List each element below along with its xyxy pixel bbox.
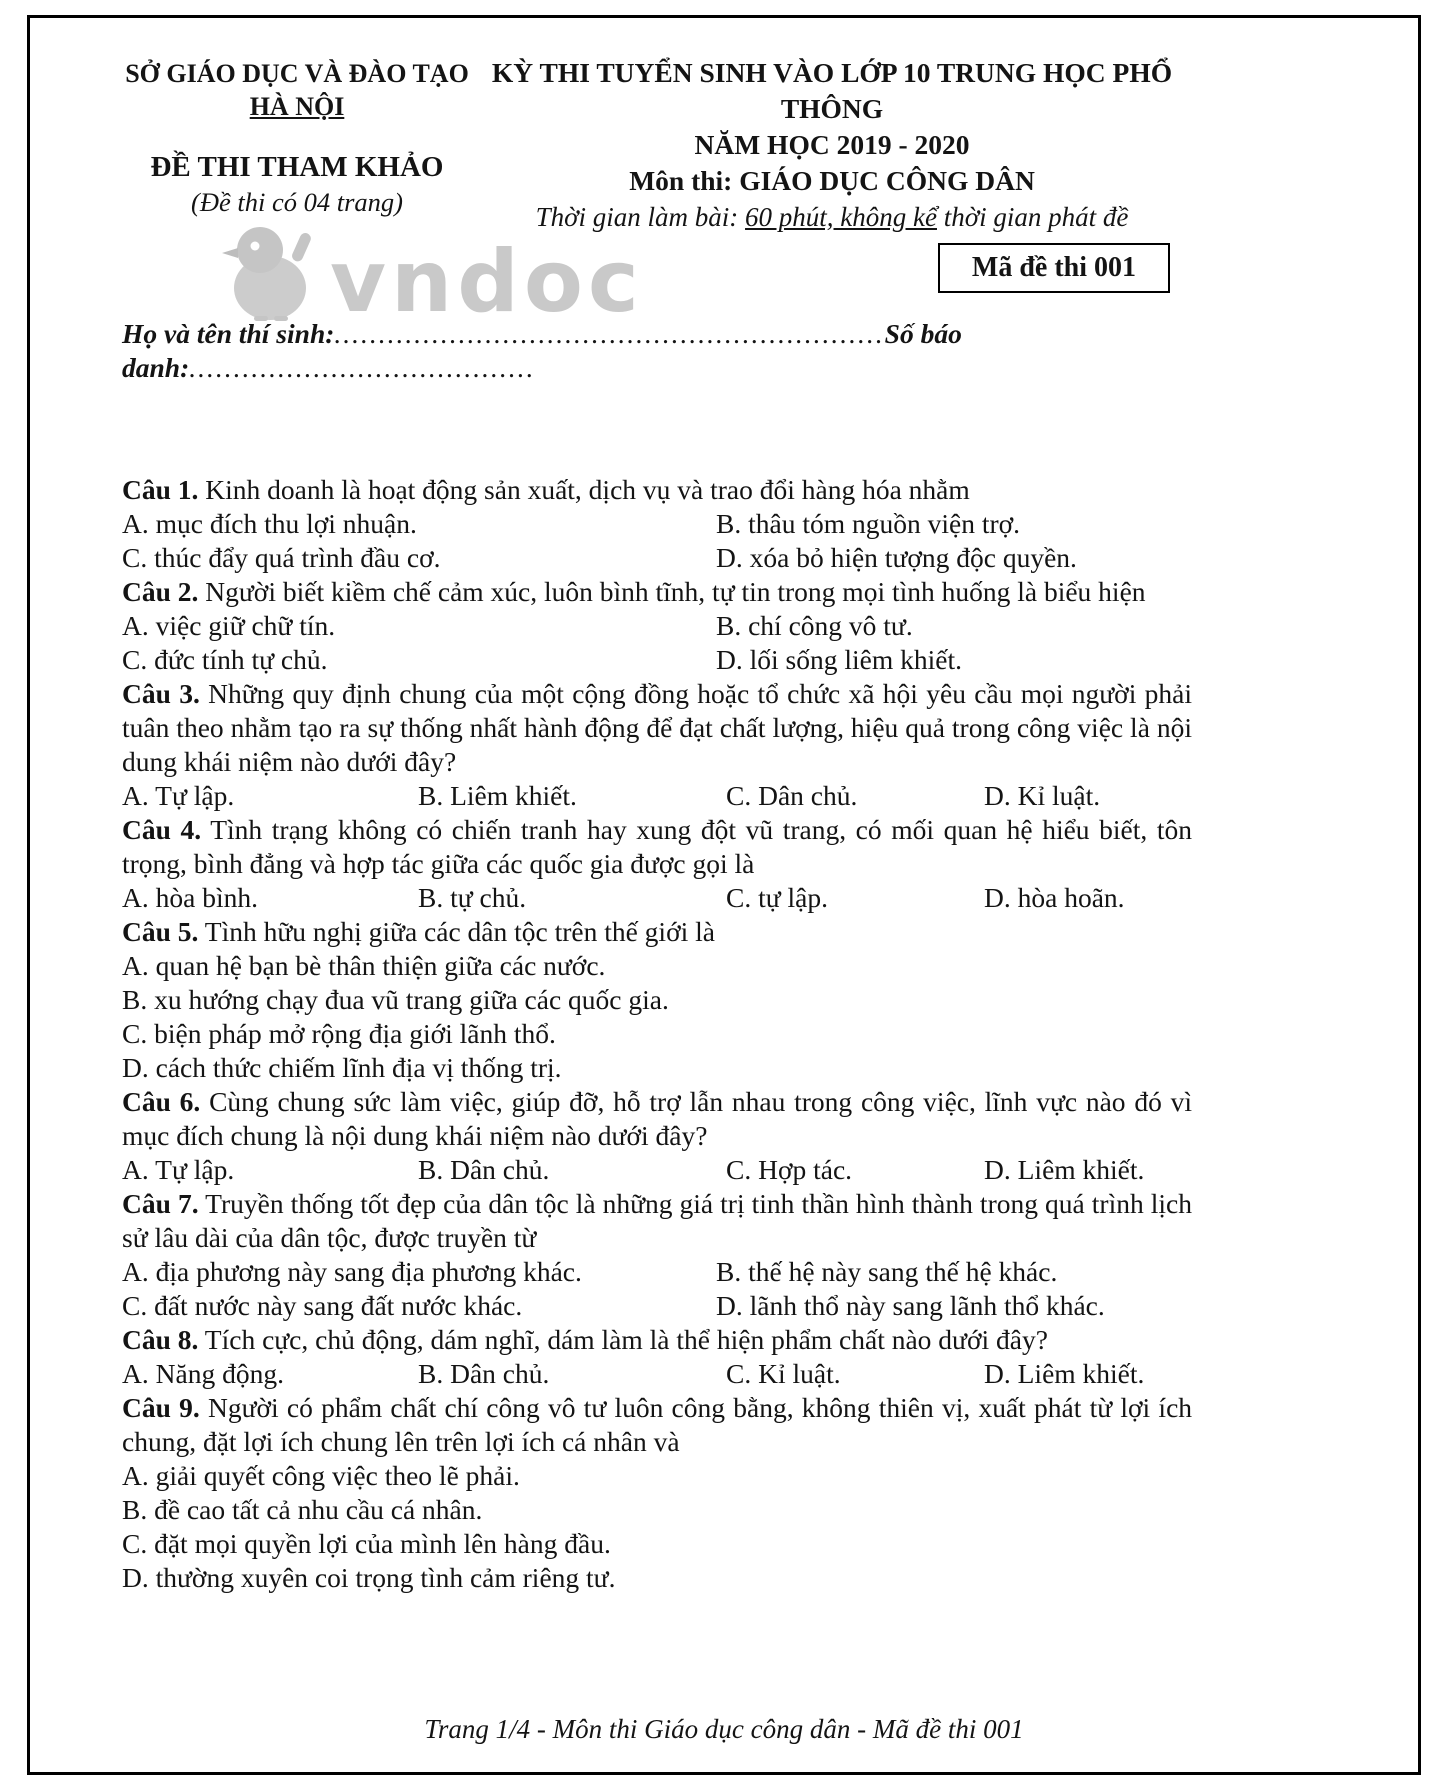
option-text: lối sống liêm khiết. <box>749 644 962 675</box>
duration-prefix: Thời gian làm bài: <box>535 202 746 232</box>
option-letter: C. <box>122 1290 148 1321</box>
option-a <box>122 949 1192 983</box>
option-text: đề cao tất cả nhu cầu cá nhân. <box>154 1494 483 1525</box>
question-block <box>122 575 1192 677</box>
option-text: hòa bình. <box>155 882 258 913</box>
option-d <box>716 541 1192 575</box>
option-letter: A. <box>122 780 149 811</box>
option-letter: C. <box>122 1018 148 1049</box>
option-letter: B. <box>716 508 742 539</box>
question-number: Câu 9. <box>122 1392 200 1423</box>
option-text: thâu tóm nguồn viện trợ. <box>748 508 1021 539</box>
option-b <box>122 1493 1192 1527</box>
question-stem <box>122 677 1192 779</box>
department-name: SỞ GIÁO DỤC VÀ ĐÀO TẠO <box>125 59 469 88</box>
option-text: hòa hoãn. <box>1017 882 1125 913</box>
option-letter: A. <box>122 1256 149 1287</box>
option-b <box>122 983 1192 1017</box>
question-text: Người có phẩm chất chí công vô tư luôn công bằng, không thiên vị, xuất phát từ lợi ích chung, đặt lợi ích chung lên trên lợi ích cá nhân và <box>122 1392 1193 1457</box>
exam-year: NĂM HỌC 2019 - 2020 <box>694 129 970 160</box>
option-letter: C. <box>726 1358 752 1389</box>
option-d <box>984 1357 1192 1391</box>
options-group <box>122 881 1192 915</box>
option-text: biện pháp mở rộng địa giới lãnh thổ. <box>154 1018 556 1049</box>
option-letter: B. <box>418 780 444 811</box>
question-block <box>122 1323 1192 1391</box>
candidate-number-dots: ....................................... <box>189 352 536 383</box>
option-text: đặt mọi quyền lợi của mình lên hàng đầu. <box>154 1528 611 1559</box>
option-letter: D. <box>984 1358 1011 1389</box>
question-stem <box>122 473 1192 507</box>
option-d <box>716 643 1192 677</box>
option-a <box>122 507 716 541</box>
question-number: Câu 4. <box>122 814 202 845</box>
option-c <box>726 1357 984 1391</box>
option-a <box>122 1357 418 1391</box>
option-text: Dân chủ. <box>450 1358 550 1389</box>
question-stem <box>122 813 1192 881</box>
options-group <box>122 507 1192 575</box>
option-letter: A. <box>122 1460 149 1491</box>
option-text: Tự lập. <box>155 780 235 811</box>
option-text: mục đích thu lợi nhuận. <box>155 508 417 539</box>
option-a <box>122 779 418 813</box>
page-footer: Trang 1/4 - Môn thi Giáo dục công dân - Mã đề thi 001 <box>424 1714 1024 1744</box>
option-c <box>122 541 716 575</box>
option-d <box>122 1561 1192 1595</box>
question-stem <box>122 575 1192 609</box>
option-c <box>726 881 984 915</box>
question-block <box>122 813 1192 915</box>
option-text: Dân chủ. <box>758 780 858 811</box>
question-block <box>122 473 1192 575</box>
duration-suffix: thời gian phát đề <box>936 202 1129 232</box>
option-c <box>122 1017 1192 1051</box>
option-letter: A. <box>122 882 149 913</box>
option-letter: A. <box>122 508 149 539</box>
question-block <box>122 1187 1192 1323</box>
question-text: Những quy định chung của một cộng đồng hoặc tổ chức xã hội yêu cầu mọi người phải tuân theo nhằm tạo ra sự thống nhất hành động để đạt chất lượng, hiệu quả trong công việc là nội dung khái niệm nào dưới đây? <box>122 678 1193 777</box>
option-letter: A. <box>122 1154 149 1185</box>
question-stem <box>122 1391 1192 1459</box>
options-group <box>122 1357 1192 1391</box>
option-b <box>716 609 1192 643</box>
department-city: HÀ NỘI <box>249 92 345 121</box>
option-b <box>418 779 726 813</box>
question-text: Tích cực, chủ động, dám nghĩ, dám làm là thể hiện phẩm chất nào dưới đây? <box>204 1324 1048 1355</box>
option-text: Liêm khiết. <box>1017 1154 1145 1185</box>
option-d <box>716 1289 1192 1323</box>
option-c <box>726 1153 984 1187</box>
question-number: Câu 5. <box>122 916 199 947</box>
question-text: Tình trạng không có chiến tranh hay xung đột vũ trang, có mối quan hệ hiểu biết, tôn trọng, bình đẳng và hợp tác giữa các quốc gia được gọi là <box>122 814 1192 879</box>
questions <box>122 473 1192 1595</box>
question-text: Cùng chung sức làm việc, giúp đỡ, hỗ trợ lẫn nhau trong công việc, lĩnh vực nào đó vì mục đích chung là nội dung khái niệm nào dưới đây? <box>122 1086 1192 1151</box>
options-group <box>122 779 1192 813</box>
option-letter: C. <box>122 1528 148 1559</box>
option-text: Kỉ luật. <box>1017 780 1101 811</box>
option-text: xóa bỏ hiện tượng độc quyền. <box>749 542 1077 573</box>
options-group <box>122 1255 1192 1323</box>
option-letter: A. <box>122 950 149 981</box>
option-letter: C. <box>726 882 752 913</box>
option-letter: B. <box>716 610 742 641</box>
question-text: Kinh doanh là hoạt động sản xuất, dịch vụ và trao đổi hàng hóa nhằm <box>205 474 970 505</box>
option-a <box>122 1255 716 1289</box>
option-letter: B. <box>122 1494 148 1525</box>
question-block <box>122 1391 1192 1595</box>
option-text: đất nước này sang đất nước khác. <box>154 1290 523 1321</box>
option-b <box>418 1153 726 1187</box>
option-b <box>418 881 726 915</box>
candidate-name-dots: .............................................................. <box>334 318 885 349</box>
option-letter: D. <box>716 644 743 675</box>
question-number: Câu 2. <box>122 576 199 607</box>
exam-code-box: Mã đề thi 001 <box>938 243 1170 293</box>
question-text: Tình hữu nghị giữa các dân tộc trên thế giới là <box>204 916 715 947</box>
duration-underlined: 60 phút, không kể <box>745 202 937 232</box>
exam-page <box>122 55 1192 1595</box>
question-stem <box>122 1085 1192 1153</box>
question-block <box>122 1085 1192 1187</box>
question-block <box>122 915 1192 1085</box>
option-text: thường xuyên coi trọng tình cảm riêng tư. <box>155 1562 616 1593</box>
question-stem <box>122 915 1192 949</box>
option-text: Hợp tác. <box>758 1154 853 1185</box>
option-b <box>716 507 1192 541</box>
option-b <box>418 1357 726 1391</box>
option-text: Liêm khiết. <box>1017 1358 1145 1389</box>
option-a <box>122 1459 1192 1493</box>
question-text: Truyền thống tốt đẹp của dân tộc là những giá trị tinh thần hình thành trong quá trình lịch sử lâu dài của dân tộc, được truyền từ <box>122 1188 1192 1253</box>
option-c <box>122 1527 1192 1561</box>
option-c <box>122 1289 716 1323</box>
question-number: Câu 7. <box>122 1188 199 1219</box>
option-letter: A. <box>122 1358 149 1389</box>
header-left-block <box>122 55 472 235</box>
option-text: Dân chủ. <box>450 1154 550 1185</box>
option-text: chí công vô tư. <box>748 610 913 641</box>
question-number: Câu 6. <box>122 1086 201 1117</box>
option-letter: B. <box>122 984 148 1015</box>
option-letter: B. <box>418 1154 444 1185</box>
exam-title-line1: KỲ THI TUYỂN SINH VÀO LỚP 10 TRUNG HỌC PHỔ THÔNG <box>491 57 1173 124</box>
question-stem <box>122 1323 1192 1357</box>
option-letter: D. <box>716 1290 743 1321</box>
option-text: thúc đẩy quá trình đầu cơ. <box>154 542 441 573</box>
option-d <box>122 1051 1192 1085</box>
options-group <box>122 949 1192 1085</box>
option-letter: D. <box>122 1562 149 1593</box>
option-letter: B. <box>418 1358 444 1389</box>
vndoc-watermark-text: vndoc <box>330 232 644 333</box>
exam-code-row <box>122 243 1192 293</box>
option-a <box>122 609 716 643</box>
option-d <box>984 779 1192 813</box>
exam-duration <box>472 199 1192 235</box>
option-d <box>984 1153 1192 1187</box>
option-letter: C. <box>726 1154 752 1185</box>
option-letter: B. <box>716 1256 742 1287</box>
exam-subject: Môn thi: GIÁO DỤC CÔNG DÂN <box>629 165 1035 196</box>
question-block <box>122 677 1192 813</box>
option-text: Liêm khiết. <box>450 780 577 811</box>
exam-paper-type: ĐỀ THI THAM KHẢO <box>150 151 444 183</box>
option-letter: D. <box>716 542 743 573</box>
question-number: Câu 3. <box>122 678 200 709</box>
question-text: Người biết kiềm chế cảm xúc, luôn bình tĩnh, tự tin trong mọi tình huống là biểu hiện <box>205 576 1146 607</box>
option-c <box>122 643 716 677</box>
option-text: tự chủ. <box>450 882 527 913</box>
option-text: xu hướng chạy đua vũ trang giữa các quốc gia. <box>154 984 669 1015</box>
option-letter: A. <box>122 610 149 641</box>
question-number: Câu 1. <box>122 474 199 505</box>
option-c <box>726 779 984 813</box>
option-a <box>122 881 418 915</box>
option-text: thế hệ này sang thế hệ khác. <box>748 1256 1058 1287</box>
option-letter: D. <box>984 882 1011 913</box>
option-text: địa phương này sang địa phương khác. <box>155 1256 582 1287</box>
option-b <box>716 1255 1192 1289</box>
options-group <box>122 1459 1192 1595</box>
option-letter: C. <box>122 542 148 573</box>
option-letter: D. <box>984 1154 1011 1185</box>
header-right-block <box>472 55 1192 235</box>
option-text: Năng động. <box>155 1358 284 1389</box>
options-group <box>122 609 1192 677</box>
option-text: tự lập. <box>758 882 828 913</box>
option-text: Tự lập. <box>155 1154 235 1185</box>
candidate-info-row <box>122 317 1192 385</box>
option-d <box>984 881 1192 915</box>
option-a <box>122 1153 418 1187</box>
option-text: lãnh thổ này sang lãnh thổ khác. <box>749 1290 1105 1321</box>
option-letter: C. <box>122 644 148 675</box>
question-number: Câu 8. <box>122 1324 199 1355</box>
option-letter: D. <box>122 1052 149 1083</box>
exam-header <box>122 55 1192 235</box>
candidate-number-label: Số báo danh: <box>122 318 962 383</box>
option-letter: B. <box>418 882 444 913</box>
options-group <box>122 1153 1192 1187</box>
option-text: đức tính tự chủ. <box>154 644 328 675</box>
option-letter: C. <box>726 780 752 811</box>
option-text: việc giữ chữ tín. <box>155 610 336 641</box>
option-text: giải quyết công việc theo lẽ phải. <box>155 1460 520 1491</box>
option-text: quan hệ bạn bè thân thiện giữa các nước. <box>155 950 606 981</box>
option-text: Kỉ luật. <box>758 1358 841 1389</box>
option-text: cách thức chiếm lĩnh địa vị thống trị. <box>155 1052 562 1083</box>
candidate-name-label: Họ và tên thí sinh: <box>122 318 335 349</box>
exam-paper-note: (Đề thi có 04 trang) <box>191 187 403 217</box>
question-stem <box>122 1187 1192 1255</box>
option-letter: D. <box>984 780 1011 811</box>
